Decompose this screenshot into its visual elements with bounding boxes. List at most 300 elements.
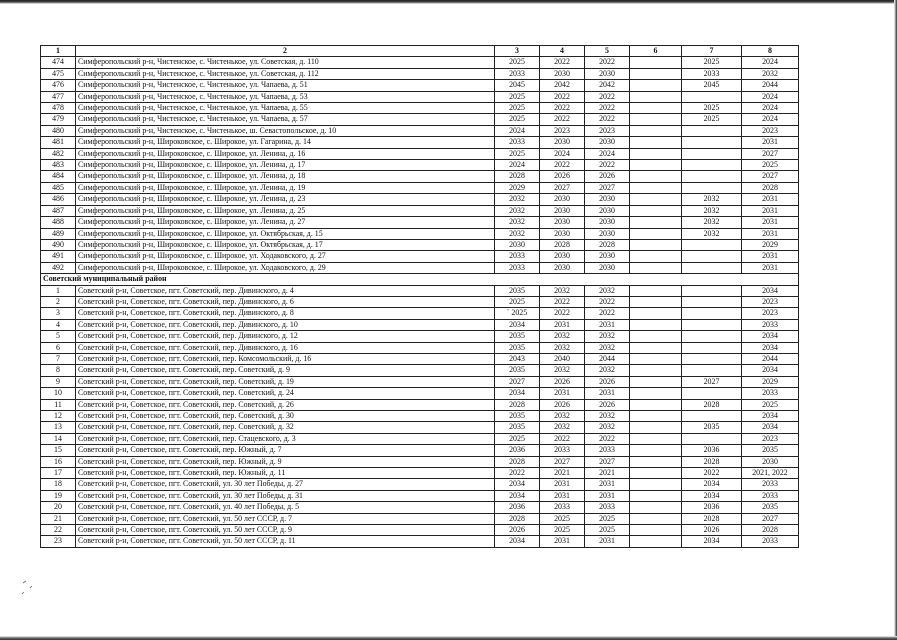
address-cell: Симферопольский р-н, Широковское, с. Широкое, ул. Октябрьская, д. 17 — [76, 239, 495, 250]
address-cell: Симферопольский р-н, Широковское, с. Широкое, ул. Ленина, д. 17 — [76, 160, 495, 171]
year-cell-col-5: 2026 — [585, 171, 630, 182]
year-cell-col-4: 2030 — [540, 137, 585, 148]
column-header-5: 5 — [585, 46, 630, 57]
year-cell-col-7 — [682, 331, 742, 342]
year-cell-col-8: 2021, 2022 — [742, 468, 799, 479]
year-cell-col-5: 2022 — [585, 433, 630, 444]
year-cell-col-6 — [630, 479, 682, 490]
address-cell: Советский р-н, Советское, пгт. Советский, пер. Дивинского, д. 6 — [76, 296, 495, 307]
year-cell-col-6 — [630, 171, 682, 182]
address-cell: Симферопольский р-н, Чистенское, с. Чистенькое, ул. Чапаева, д. 51 — [76, 80, 495, 91]
year-cell-col-8: 2031 — [742, 137, 799, 148]
year-cell-col-5: 2022 — [585, 308, 630, 319]
row-number-cell: 482 — [41, 148, 76, 159]
table-row — [41, 422, 799, 433]
year-cell-col-3: 2035 — [495, 422, 540, 433]
table-row — [41, 411, 799, 422]
column-header-3: 3 — [495, 46, 540, 57]
address-cell: Симферопольский р-н, Широковское, с. Широкое, ул. Ходаковского, д. 29 — [76, 262, 495, 273]
year-cell-col-4: 2025 — [540, 513, 585, 524]
table-row — [41, 228, 799, 239]
year-cell-col-7 — [682, 319, 742, 330]
table-row — [41, 376, 799, 387]
year-cell-col-8: 2033 — [742, 319, 799, 330]
year-cell-col-8: 2034 — [742, 365, 799, 376]
year-cell-col-3: 2035 — [495, 285, 540, 296]
year-cell-col-5: 2032 — [585, 342, 630, 353]
year-cell-col-4: 2030 — [540, 194, 585, 205]
address-cell: Советский р-н, Советское, пгт. Советский, пер. Советский, д. 30 — [76, 411, 495, 422]
table-row — [41, 525, 799, 536]
year-cell-col-6 — [630, 365, 682, 376]
row-number-cell: 17 — [41, 468, 76, 479]
year-cell-col-7: 2032 — [682, 228, 742, 239]
year-cell-col-5: 2031 — [585, 388, 630, 399]
year-cell-col-5: 2026 — [585, 376, 630, 387]
address-cell: Советский р-н, Советское, пгт. Советский, пер. Дивинского, д. 16 — [76, 342, 495, 353]
year-cell-col-5: 2021 — [585, 468, 630, 479]
year-cell-col-5: 2031 — [585, 536, 630, 547]
table-row — [41, 308, 799, 319]
year-cell-col-6 — [630, 160, 682, 171]
address-cell: Советский р-н, Советское, пгт. Советский, пер. Южный, д. 11 — [76, 468, 495, 479]
address-cell: Советский р-н, Советское, пгт. Советский, пер. Дивинского, д. 10 — [76, 319, 495, 330]
row-number-cell: 16 — [41, 456, 76, 467]
row-number-cell: 23 — [41, 536, 76, 547]
address-cell: Советский р-н, Советское, пгт. Советский, ул. 50 лет СССР, д. 11 — [76, 536, 495, 547]
year-cell-col-6 — [630, 239, 682, 250]
address-cell: Советский р-н, Советское, пгт. Советский, ул. 50 лет СССР, д. 7 — [76, 513, 495, 524]
year-cell-col-4: 2031 — [540, 479, 585, 490]
year-cell-col-4: 2031 — [540, 319, 585, 330]
row-number-cell: 478 — [41, 103, 76, 114]
year-cell-col-7 — [682, 160, 742, 171]
year-cell-col-3: 2025 — [495, 103, 540, 114]
year-cell-col-5: 2025 — [585, 513, 630, 524]
year-cell-col-4: 2022 — [540, 91, 585, 102]
year-cell-col-4: 2032 — [540, 285, 585, 296]
year-cell-col-8: 2023 — [742, 433, 799, 444]
year-cell-col-4: 2022 — [540, 308, 585, 319]
year-cell-col-8: 2033 — [742, 479, 799, 490]
year-cell-col-6 — [630, 411, 682, 422]
table-row — [41, 342, 799, 353]
year-cell-col-7: 2034 — [682, 479, 742, 490]
address-cell: Симферопольский р-н, Широковское, с. Широкое, ул. Гагарина, д. 14 — [76, 137, 495, 148]
year-cell-col-3: 2025 — [495, 148, 540, 159]
table-row — [41, 479, 799, 490]
year-cell-col-4: 2021 — [540, 468, 585, 479]
year-cell-col-3: 2028 — [495, 171, 540, 182]
year-cell-col-3: 2035 — [495, 411, 540, 422]
year-cell-col-7: 2025 — [682, 57, 742, 68]
year-cell-col-6 — [630, 388, 682, 399]
year-cell-col-5: 2030 — [585, 228, 630, 239]
year-cell-col-4: 2022 — [540, 296, 585, 307]
year-cell-col-3: 2034 — [495, 490, 540, 501]
address-cell: Советский р-н, Советское, пгт. Советский, пер. Советский, д. 24 — [76, 388, 495, 399]
year-cell-col-4: 2040 — [540, 353, 585, 364]
year-cell-col-5: 2022 — [585, 91, 630, 102]
year-cell-col-6 — [630, 194, 682, 205]
year-cell-col-6 — [630, 342, 682, 353]
year-cell-col-5: 2023 — [585, 125, 630, 136]
year-cell-col-4: 2027 — [540, 182, 585, 193]
year-cell-col-7 — [682, 353, 742, 364]
row-number-cell: 10 — [41, 388, 76, 399]
table-row — [41, 103, 799, 114]
table-row — [41, 331, 799, 342]
year-cell-col-3: 2024 — [495, 125, 540, 136]
year-cell-col-7 — [682, 296, 742, 307]
row-number-cell: 488 — [41, 217, 76, 228]
year-cell-col-5: 2022 — [585, 103, 630, 114]
year-cell-col-5: 2032 — [585, 422, 630, 433]
table-row — [41, 365, 799, 376]
table-row — [41, 182, 799, 193]
row-number-cell: 9 — [41, 376, 76, 387]
register-table — [40, 45, 799, 548]
year-cell-col-4: 2031 — [540, 388, 585, 399]
address-cell: Советский р-н, Советское, пгт. Советский, пер. Советский, д. 19 — [76, 376, 495, 387]
year-cell-col-8: 2034 — [742, 422, 799, 433]
row-number-cell: 1 — [41, 285, 76, 296]
year-cell-col-8: 2031 — [742, 262, 799, 273]
row-number-cell: 11 — [41, 399, 76, 410]
year-cell-col-3: 2035 — [495, 331, 540, 342]
table-row — [41, 388, 799, 399]
table-row — [41, 114, 799, 125]
year-cell-col-6 — [630, 217, 682, 228]
year-cell-col-6 — [630, 433, 682, 444]
table-row — [41, 251, 799, 262]
year-cell-col-4: 2028 — [540, 239, 585, 250]
year-cell-col-6 — [630, 399, 682, 410]
year-cell-col-6 — [630, 468, 682, 479]
year-cell-col-8: 2032 — [742, 68, 799, 79]
table-row — [41, 171, 799, 182]
year-cell-col-6 — [630, 68, 682, 79]
year-cell-col-5: 2026 — [585, 399, 630, 410]
year-cell-col-4: 2030 — [540, 68, 585, 79]
row-number-cell: 486 — [41, 194, 76, 205]
year-cell-col-8: 2034 — [742, 411, 799, 422]
year-cell-col-8: 2023 — [742, 308, 799, 319]
year-cell-col-7 — [682, 365, 742, 376]
year-cell-col-3: 2036 — [495, 502, 540, 513]
year-cell-col-7 — [682, 342, 742, 353]
row-number-cell: 477 — [41, 91, 76, 102]
year-cell-col-7 — [682, 262, 742, 273]
column-header-1: 1 — [41, 46, 76, 57]
year-cell-col-5: 2027 — [585, 456, 630, 467]
scan-speck-mark — [20, 580, 38, 600]
year-cell-col-4: 2024 — [540, 148, 585, 159]
column-header-6: 6 — [630, 46, 682, 57]
year-cell-col-6 — [630, 445, 682, 456]
address-cell: Советский р-н, Советское, пгт. Советский, пер. Южный, д. 9 — [76, 456, 495, 467]
table-row — [41, 160, 799, 171]
year-cell-col-4: 2027 — [540, 456, 585, 467]
table-row — [41, 456, 799, 467]
table-row — [41, 445, 799, 456]
year-cell-col-6 — [630, 182, 682, 193]
row-number-cell: 489 — [41, 228, 76, 239]
year-cell-col-3: 2034 — [495, 479, 540, 490]
table-row — [41, 319, 799, 330]
year-cell-col-3: 2029 — [495, 182, 540, 193]
column-header-2: 2 — [76, 46, 495, 57]
address-cell: Симферопольский р-н, Широковское, с. Широкое, ул. Ходаковского, д. 27 — [76, 251, 495, 262]
year-cell-col-8: 2033 — [742, 388, 799, 399]
year-cell-col-3: 2028 — [495, 399, 540, 410]
address-cell: Симферопольский р-н, Чистенское, с. Чистенькое, ул. Чапаева, д. 53 — [76, 91, 495, 102]
year-cell-col-7 — [682, 125, 742, 136]
year-cell-col-8: 2029 — [742, 239, 799, 250]
year-cell-col-5: 2032 — [585, 365, 630, 376]
table-row — [41, 433, 799, 444]
table-row — [41, 296, 799, 307]
address-cell: Симферопольский р-н, Чистенское, с. Чистенькое, ул. Советская, д. 112 — [76, 68, 495, 79]
year-cell-col-4: 2032 — [540, 342, 585, 353]
year-cell-col-3: 2033 — [495, 262, 540, 273]
row-number-cell: 2 — [41, 296, 76, 307]
year-cell-col-3: 2033 — [495, 251, 540, 262]
year-cell-col-6 — [630, 502, 682, 513]
year-cell-col-8: 2031 — [742, 228, 799, 239]
year-cell-col-7 — [682, 251, 742, 262]
year-cell-col-4: 2031 — [540, 536, 585, 547]
year-cell-col-6 — [630, 251, 682, 262]
table-row — [41, 536, 799, 547]
table-row — [41, 490, 799, 501]
year-cell-col-4: 2023 — [540, 125, 585, 136]
year-cell-col-8: 2034 — [742, 331, 799, 342]
year-cell-col-3: 2035 — [495, 342, 540, 353]
year-cell-col-3: 2026 — [495, 525, 540, 536]
year-cell-col-5: 2022 — [585, 296, 630, 307]
section-row — [41, 274, 799, 285]
row-number-cell: 479 — [41, 114, 76, 125]
year-cell-col-6 — [630, 57, 682, 68]
year-cell-col-7: 2036 — [682, 445, 742, 456]
year-cell-col-7: 2032 — [682, 194, 742, 205]
year-cell-col-3: 2025 — [495, 296, 540, 307]
year-cell-col-6 — [630, 296, 682, 307]
year-cell-col-6 — [630, 137, 682, 148]
row-number-cell: 3 — [41, 308, 76, 319]
year-cell-col-6 — [630, 376, 682, 387]
year-cell-col-5: 2030 — [585, 137, 630, 148]
year-cell-col-5: 2032 — [585, 411, 630, 422]
year-cell-col-8: 2027 — [742, 513, 799, 524]
address-cell: Советский р-н, Советское, пгт. Советский, ул. 30 лет Победы, д. 31 — [76, 490, 495, 501]
year-cell-col-4: 2030 — [540, 205, 585, 216]
table-row — [41, 239, 799, 250]
address-cell: Советский р-н, Советское, пгт. Советский, ул. 40 лет Победы, д. 5 — [76, 502, 495, 513]
column-header-7: 7 — [682, 46, 742, 57]
table-row — [41, 57, 799, 68]
year-cell-col-4: 2030 — [540, 251, 585, 262]
year-cell-col-4: 2033 — [540, 502, 585, 513]
year-cell-col-7: 2026 — [682, 525, 742, 536]
row-number-cell: 492 — [41, 262, 76, 273]
year-cell-col-5: 2030 — [585, 217, 630, 228]
row-number-cell: 487 — [41, 205, 76, 216]
year-cell-col-8: 2033 — [742, 490, 799, 501]
year-cell-col-5: 2030 — [585, 262, 630, 273]
year-cell-col-4: 2025 — [540, 525, 585, 536]
year-cell-col-3: 2033 — [495, 137, 540, 148]
table-body — [41, 57, 799, 547]
address-cell: Советский р-н, Советское, пгт. Советский, ул. 30 лет Победы, д. 27 — [76, 479, 495, 490]
row-number-cell: 483 — [41, 160, 76, 171]
year-cell-col-6 — [630, 91, 682, 102]
address-cell: Советский р-н, Советское, пгт. Советский, пер. Советский, д. 32 — [76, 422, 495, 433]
year-cell-col-3: 2024 — [495, 160, 540, 171]
year-cell-col-8: 2024 — [742, 57, 799, 68]
year-cell-col-8: 2028 — [742, 182, 799, 193]
year-cell-col-4: 2022 — [540, 160, 585, 171]
address-cell: Советский р-н, Советское, пгт. Советский, пер. Дивинского, д. 4 — [76, 285, 495, 296]
address-cell: Симферопольский р-н, Чистенское, с. Чистенькое, ул. Чапаева, д. 55 — [76, 103, 495, 114]
year-cell-col-4: 2030 — [540, 228, 585, 239]
year-cell-col-3: 2034 — [495, 536, 540, 547]
year-cell-col-7 — [682, 171, 742, 182]
year-cell-col-8: 2024 — [742, 114, 799, 125]
row-number-cell: 485 — [41, 182, 76, 193]
year-cell-col-8: 2029 — [742, 376, 799, 387]
row-number-cell: 22 — [41, 525, 76, 536]
year-cell-col-3: 2022 — [495, 468, 540, 479]
year-cell-col-3: 2032 — [495, 205, 540, 216]
year-cell-col-6 — [630, 80, 682, 91]
year-cell-col-8: 2027 — [742, 148, 799, 159]
year-cell-col-3: 2033 — [495, 68, 540, 79]
year-cell-col-5: 2022 — [585, 57, 630, 68]
scan-edge-bottom — [0, 636, 897, 640]
year-cell-col-5: 2031 — [585, 490, 630, 501]
year-cell-col-7: 2028 — [682, 513, 742, 524]
year-cell-col-3: 2028 — [495, 456, 540, 467]
address-cell: Симферопольский р-н, Широковское, с. Широкое, ул. Ленина, д. 16 — [76, 148, 495, 159]
year-cell-col-6 — [630, 262, 682, 273]
year-cell-col-4: 2032 — [540, 422, 585, 433]
year-cell-col-5: 2030 — [585, 251, 630, 262]
address-cell: Советский р-н, Советское, пгт. Советский, пер. Комсомольский, д. 16 — [76, 353, 495, 364]
row-number-cell: 20 — [41, 502, 76, 513]
year-cell-col-7 — [682, 148, 742, 159]
year-cell-col-6 — [630, 148, 682, 159]
table-row — [41, 285, 799, 296]
year-cell-col-8: 2034 — [742, 285, 799, 296]
year-cell-col-6 — [630, 125, 682, 136]
year-cell-col-7: 2032 — [682, 205, 742, 216]
row-number-cell: 13 — [41, 422, 76, 433]
year-cell-col-7: 2035 — [682, 422, 742, 433]
address-cell: Симферопольский р-н, Широковское, с. Широкое, ул. Ленина, д. 18 — [76, 171, 495, 182]
year-cell-col-3: 2030 — [495, 239, 540, 250]
year-cell-col-8: 2030 — [742, 456, 799, 467]
year-cell-col-3: 2025 — [495, 114, 540, 125]
year-cell-col-8: 2034 — [742, 342, 799, 353]
year-cell-col-8: 2044 — [742, 353, 799, 364]
table-row — [41, 68, 799, 79]
year-cell-col-4: 2026 — [540, 171, 585, 182]
year-cell-col-6 — [630, 456, 682, 467]
year-cell-col-4: 2032 — [540, 331, 585, 342]
year-cell-col-6 — [630, 513, 682, 524]
year-cell-col-5: 2032 — [585, 285, 630, 296]
year-cell-col-5: 2028 — [585, 239, 630, 250]
year-cell-col-5: 2022 — [585, 160, 630, 171]
table-row — [41, 148, 799, 159]
year-cell-col-8: 2023 — [742, 125, 799, 136]
year-cell-col-7 — [682, 182, 742, 193]
year-cell-col-6 — [630, 228, 682, 239]
year-cell-col-6 — [630, 422, 682, 433]
row-number-cell: 480 — [41, 125, 76, 136]
year-cell-col-6 — [630, 205, 682, 216]
table-row — [41, 125, 799, 136]
year-cell-col-7 — [682, 433, 742, 444]
year-cell-col-6 — [630, 319, 682, 330]
table-row — [41, 353, 799, 364]
year-cell-col-3: 2036 — [495, 445, 540, 456]
address-cell: Симферопольский р-н, Широковское, с. Широкое, ул. Ленина, д. 25 — [76, 205, 495, 216]
table-row — [41, 513, 799, 524]
year-cell-col-5: 2033 — [585, 502, 630, 513]
year-cell-col-7 — [682, 308, 742, 319]
year-cell-col-4: 2022 — [540, 114, 585, 125]
year-cell-col-8: 2027 — [742, 171, 799, 182]
year-cell-col-5: 2042 — [585, 80, 630, 91]
row-number-cell: 474 — [41, 57, 76, 68]
year-cell-col-6 — [630, 308, 682, 319]
year-cell-col-7: 2028 — [682, 399, 742, 410]
year-cell-col-6 — [630, 285, 682, 296]
row-number-cell: 14 — [41, 433, 76, 444]
year-cell-col-8: 2025 — [742, 160, 799, 171]
year-cell-col-3: 2028 — [495, 513, 540, 524]
row-number-cell: 6 — [41, 342, 76, 353]
table-row — [41, 399, 799, 410]
year-cell-col-7 — [682, 137, 742, 148]
year-cell-col-6 — [630, 114, 682, 125]
year-cell-col-4: 2042 — [540, 80, 585, 91]
year-cell-col-4: 2026 — [540, 399, 585, 410]
year-cell-col-4: 2022 — [540, 103, 585, 114]
year-cell-col-7: 2027 — [682, 376, 742, 387]
row-number-cell: 7 — [41, 353, 76, 364]
row-number-cell: 475 — [41, 68, 76, 79]
year-cell-col-6 — [630, 536, 682, 547]
address-cell: Советский р-н, Советское, пгт. Советский, пер. Южный, д. 7 — [76, 445, 495, 456]
year-cell-col-7: 2025 — [682, 103, 742, 114]
address-cell: Симферопольский р-н, Чистенское, с. Чистенькое, ш. Севастопольское, д. 10 — [76, 125, 495, 136]
year-cell-col-3: 2032 — [495, 217, 540, 228]
row-number-cell: 21 — [41, 513, 76, 524]
year-cell-col-3: 2025 — [495, 433, 540, 444]
year-cell-col-3: 2032 — [495, 194, 540, 205]
year-cell-col-8: 2035 — [742, 502, 799, 513]
section-title: Советский муниципальный район — [41, 274, 799, 285]
table-row — [41, 194, 799, 205]
address-cell: Советский р-н, Советское, пгт. Советский, пер. Дивинского, д. 12 — [76, 331, 495, 342]
table-row — [41, 262, 799, 273]
row-number-cell: 481 — [41, 137, 76, 148]
row-number-cell: 476 — [41, 80, 76, 91]
